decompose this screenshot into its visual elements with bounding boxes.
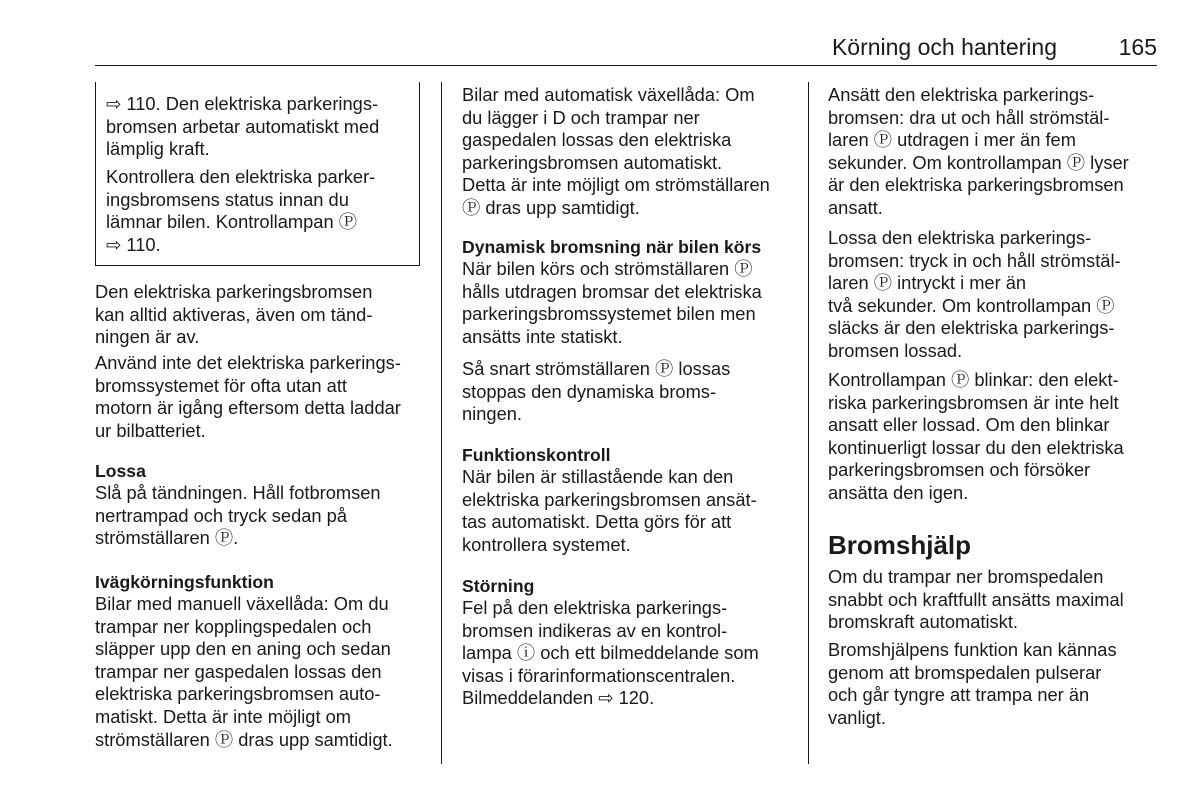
text-line: parkeringsbromssystemet bilen men — [462, 303, 756, 325]
text-line: Använd inte det elektriska parkerings- — [95, 352, 401, 373]
text-line: visas i förarinformationscentralen. — [462, 664, 736, 686]
text-line: ur bilbatteriet. — [95, 419, 206, 441]
text-line: sekunder. Om kontrollampan Ⓟ lyser — [828, 151, 1129, 173]
text-line: Kontrollera den elektriska parker- — [106, 166, 376, 187]
text-line: ansatt. — [828, 196, 883, 218]
text-line: När bilen är stillastående kan den — [462, 466, 734, 487]
text-line: laren Ⓟ utdragen i mer än fem — [828, 129, 1076, 151]
section-storning — [462, 575, 759, 710]
text-line: ⇨ 110. Den elektriska parkerings- — [106, 93, 379, 114]
note-paragraph-1 — [95, 93, 426, 161]
section-title: Körning och hantering — [831, 34, 1057, 60]
paragraph-lamp-blinking — [828, 369, 1124, 505]
text-line: hålls utdragen bromsar det elektriska — [462, 280, 762, 302]
text-line: riska parkeringsbromsen är inte helt — [828, 391, 1119, 413]
text-line: ansatt eller lossad. Om den blinkar — [828, 414, 1110, 436]
text-line: är den elektriska parkeringsbromsen — [828, 174, 1124, 196]
text-line: Detta är inte möjligt om strömställaren — [462, 174, 770, 196]
text-line: elektriska parkeringsbromsen auto- — [95, 683, 381, 705]
text-line: Bilmeddelanden ⇨ 120. — [462, 687, 655, 709]
section-dynamic-braking — [462, 236, 762, 348]
text-line: snabbt och kraftfullt ansätts maximal — [828, 588, 1124, 610]
text-line: ⇨ 110. — [106, 233, 161, 255]
text-line: strömställaren Ⓟ. — [95, 527, 239, 549]
text-line: laren Ⓟ intryckt i mer än — [828, 272, 1027, 294]
text-line: bromssystemet för ofta utan att — [95, 374, 347, 396]
text-line: bromsen arbetar automatiskt med — [106, 115, 380, 137]
text-line: Bilar med manuell växellåda: Om du — [95, 593, 389, 614]
text-line: ningen är av. — [95, 326, 200, 348]
paragraph-battery-warning — [95, 352, 401, 442]
text-line: bromsen: dra ut och håll strömstäl- — [828, 106, 1110, 128]
header-rule — [95, 65, 1157, 66]
text-line: bromsen lossad. — [828, 339, 963, 361]
note-paragraph-2 — [95, 166, 426, 256]
column-divider-1 — [441, 82, 442, 764]
text-line: vanligt. — [828, 706, 886, 728]
text-line: trampar ner gaspedalen lossas den — [95, 660, 382, 682]
paragraph-release-brake — [828, 227, 1121, 363]
text-line: Bilar med automatisk växellåda: Om — [462, 84, 755, 105]
text-line: Fel på den elektriska parkerings- — [462, 597, 728, 618]
text-line: Bromshjälpens funktion kan kännas — [828, 639, 1117, 660]
paragraph-parking-brake-always — [95, 281, 372, 349]
text-line: trampar ner kopplingspedalen och — [95, 615, 372, 637]
text-line: motorn är igång eftersom detta laddar — [95, 397, 401, 419]
text-line: gaspedalen lossas den elektriska — [462, 129, 732, 151]
text-line: Om du trampar ner bromspedalen — [828, 566, 1104, 587]
text-line: parkeringsbromsen automatiskt. — [462, 151, 723, 173]
section-ivagkorning — [95, 571, 393, 751]
page-header — [95, 34, 1157, 64]
page-number: 165 — [1118, 34, 1157, 60]
text-line: kontrollera systemet. — [462, 533, 631, 555]
text-line: lampa ⓘ och ett bilmeddelande som — [462, 642, 759, 664]
heading-bromshjalp: Bromshjälp — [828, 530, 972, 560]
text-line: lämnar bilen. Kontrollampan Ⓟ — [106, 211, 357, 233]
text-line: Kontrollampan Ⓟ blinkar: den elekt- — [828, 369, 1119, 390]
heading-storning: Störning — [462, 576, 535, 596]
section-bromshjalp — [828, 530, 971, 560]
text-line: När bilen körs och strömställaren Ⓟ — [462, 258, 753, 279]
text-line: ansätts inte statiskt. — [462, 325, 623, 347]
paragraph-automatic-gearbox — [462, 84, 770, 220]
text-line: kan alltid aktiveras, även om tänd- — [95, 303, 373, 325]
text-line: kontinuerligt lossar du den elektriska — [828, 436, 1124, 458]
heading-lossa: Lossa — [95, 461, 146, 481]
paragraph-brake-assist — [828, 566, 1124, 634]
text-line: Lossa den elektriska parkerings- — [828, 227, 1092, 248]
text-line: tas automatiskt. Detta görs för att — [462, 511, 732, 533]
heading-dynamic-braking: Dynamisk bromsning när bilen körs — [462, 237, 762, 257]
text-line: ansätta den igen. — [828, 481, 969, 503]
text-line: ningen. — [462, 403, 522, 425]
text-line: Ansätt den elektriska parkerings- — [828, 84, 1095, 105]
column-divider-2 — [808, 82, 809, 764]
text-line: lämplig kraft. — [106, 138, 210, 160]
text-line: du lägger i D och trampar ner — [462, 106, 700, 128]
text-line: och går tyngre att trampa ner än — [828, 684, 1090, 706]
text-line: bromsen: tryck in och håll strömstäl- — [828, 249, 1121, 271]
text-line: Den elektriska parkeringsbromsen — [95, 281, 373, 302]
text-line: Slå på tändningen. Håll fotbromsen — [95, 482, 381, 503]
text-line: bromskraft automatiskt. — [828, 611, 1018, 633]
text-line: parkeringsbromsen och försöker — [828, 459, 1091, 481]
text-line: nertrampad och tryck sedan på — [95, 504, 348, 526]
paragraph-apply-brake — [828, 84, 1129, 220]
text-line: strömställaren Ⓟ dras upp samtidigt. — [95, 728, 393, 750]
section-funktionskontroll — [462, 444, 757, 556]
text-line: två sekunder. Om kontrollampan Ⓟ — [828, 294, 1115, 316]
heading-funktionskontroll: Funktionskontroll — [462, 445, 611, 465]
section-lossa — [95, 460, 381, 550]
text-line: bromsen indikeras av en kontrol- — [462, 619, 728, 641]
text-line: Ⓟ dras upp samtidigt. — [462, 196, 640, 218]
text-line: släcks är den elektriska parkerings- — [828, 317, 1115, 339]
text-line: stoppas den dynamiska broms- — [462, 380, 717, 402]
text-line: genom att bromspedalen pulserar — [828, 661, 1102, 683]
text-line: matiskt. Detta är inte möjligt om — [95, 705, 352, 727]
text-line: ingsbromsens status innan du — [106, 188, 349, 210]
paragraph-dynamic-braking-stop — [462, 358, 730, 426]
text-line: elektriska parkeringsbromsen ansät- — [462, 488, 757, 510]
text-line: Så snart strömställaren Ⓟ lossas — [462, 358, 731, 379]
paragraph-brake-assist-feel — [828, 639, 1117, 729]
text-line: släpper upp den en aning och sedan — [95, 638, 391, 660]
heading-ivagkorning: Ivägkörningsfunktion — [95, 572, 274, 592]
